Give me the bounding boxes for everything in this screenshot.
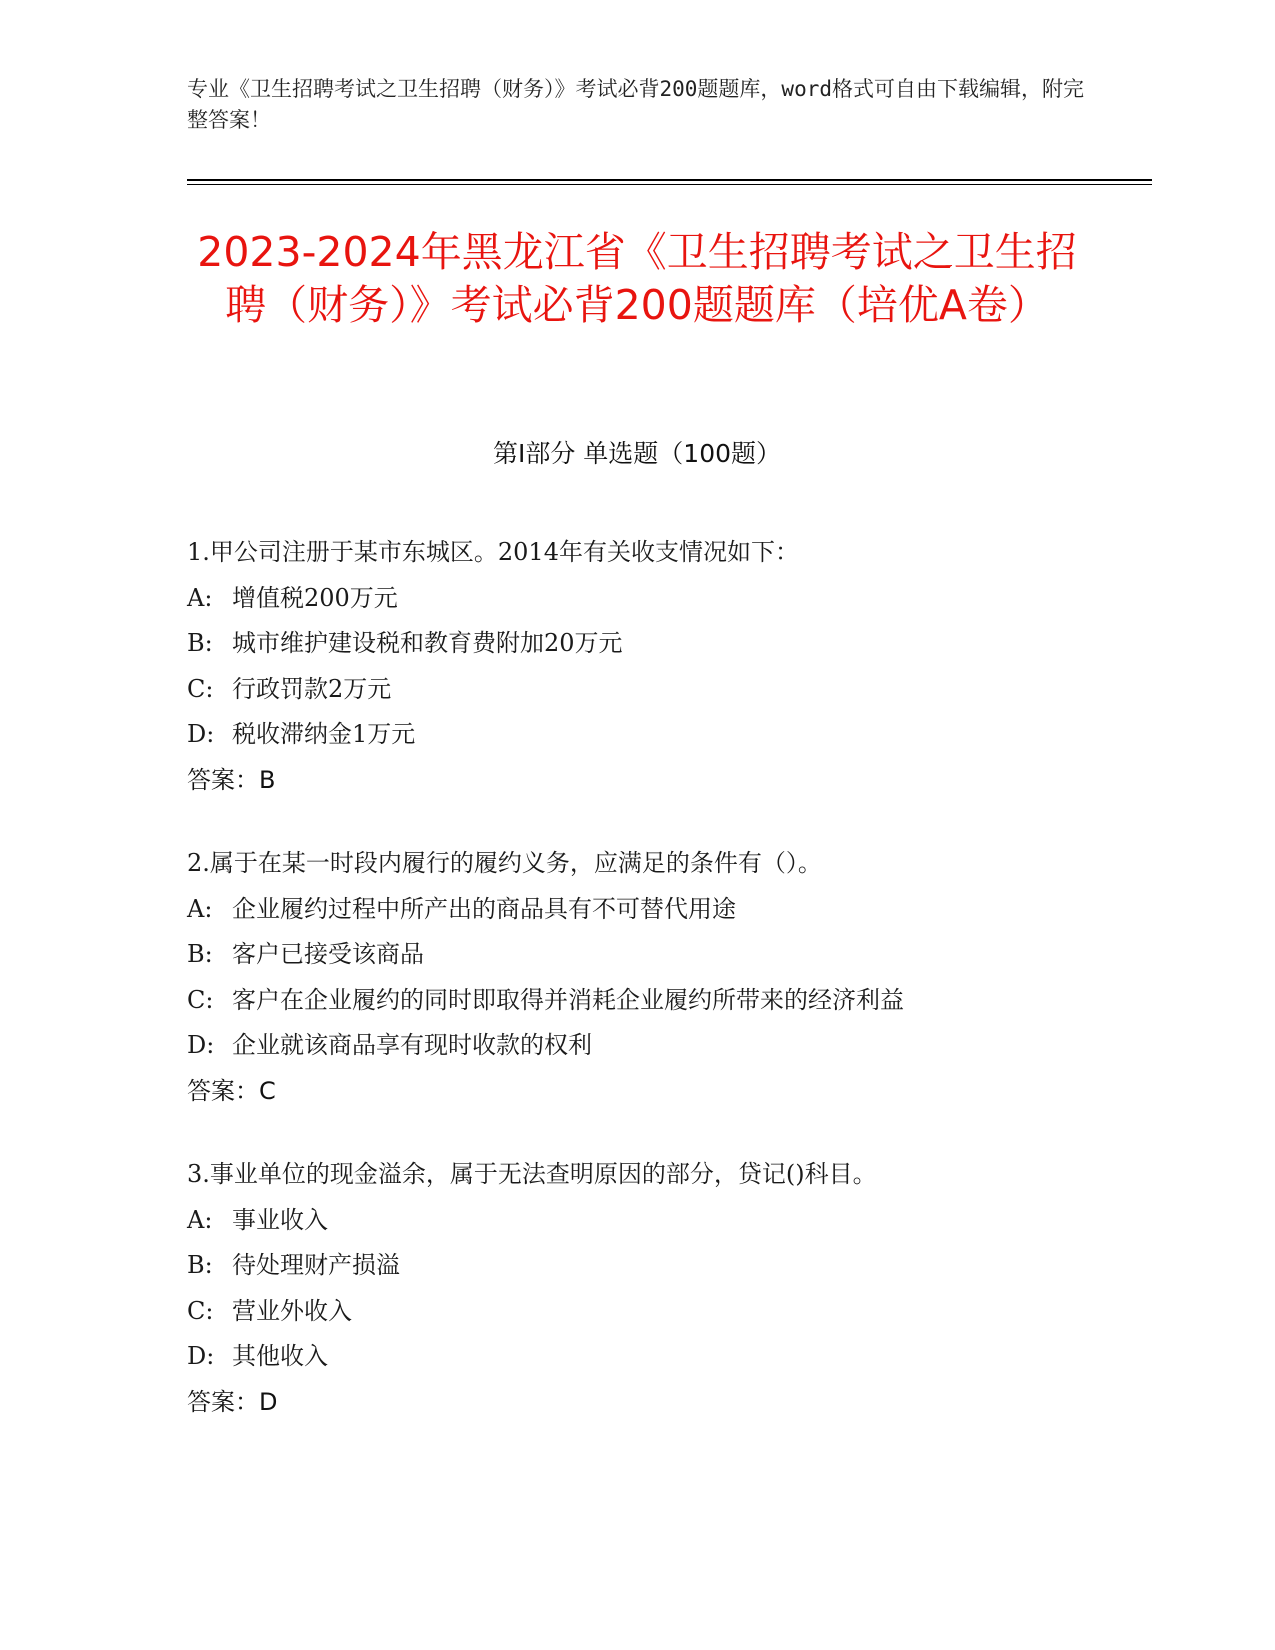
answer-line: 答案：D bbox=[187, 1387, 278, 1416]
option-text: 客户在企业履约的同时即取得并消耗企业履约所带来的经济利益 bbox=[232, 985, 904, 1014]
option-text: 企业就该商品享有现时收款的权利 bbox=[232, 1031, 592, 1059]
option-text: 事业收入 bbox=[232, 1205, 328, 1234]
option-b bbox=[187, 621, 1087, 667]
question-2 bbox=[187, 841, 1087, 1114]
option-letter: B: bbox=[187, 940, 213, 968]
option-letter: C: bbox=[187, 674, 214, 703]
option-letter: B: bbox=[187, 629, 213, 657]
option-d bbox=[187, 1334, 1087, 1380]
option-d bbox=[187, 1023, 1087, 1069]
option-d bbox=[187, 712, 1087, 758]
option-a bbox=[187, 887, 1087, 933]
option-text: 增值税200万元 bbox=[232, 583, 398, 612]
option-letter: D: bbox=[187, 1342, 215, 1370]
option-a bbox=[187, 1198, 1087, 1244]
header-rule-thick bbox=[187, 179, 1152, 181]
option-text: 城市维护建设税和教育费附加20万元 bbox=[232, 629, 623, 657]
option-text: 客户已接受该商品 bbox=[232, 940, 424, 968]
option-a bbox=[187, 576, 1087, 622]
answer-line: 答案：B bbox=[187, 765, 276, 794]
option-c bbox=[187, 1289, 1087, 1335]
section-title: 第Ⅰ部分 单选题（100题） bbox=[492, 439, 782, 468]
option-text: 企业履约过程中所产出的商品具有不可替代用途 bbox=[232, 894, 736, 923]
option-letter: C: bbox=[187, 1296, 214, 1325]
answer-line: 答案：C bbox=[187, 1076, 276, 1105]
option-letter: C: bbox=[187, 985, 214, 1014]
option-text: 行政罚款2万元 bbox=[232, 674, 392, 703]
option-text: 其他收入 bbox=[232, 1342, 328, 1370]
option-letter: D: bbox=[187, 1031, 215, 1059]
question-stem: 1.甲公司注册于某市东城区。2014年有关收支情况如下： bbox=[187, 538, 799, 566]
question-list bbox=[187, 530, 1087, 1463]
document-title: 2023-2024年黑龙江省《卫生招聘考试之卫生招聘（财务）》考试必背200题题库（培优A卷） bbox=[197, 228, 1077, 329]
question-1 bbox=[187, 530, 1087, 803]
option-b bbox=[187, 1243, 1087, 1289]
option-c bbox=[187, 667, 1087, 713]
option-letter: D: bbox=[187, 720, 215, 748]
question-stem: 2.属于在某一时段内履行的履约义务，应满足的条件有（）。 bbox=[187, 849, 822, 877]
option-letter: B: bbox=[187, 1251, 213, 1279]
option-b bbox=[187, 932, 1087, 978]
question-stem: 3.事业单位的现金溢余，属于无法查明原因的部分，贷记()科目。 bbox=[187, 1160, 877, 1188]
option-letter: A: bbox=[187, 1205, 213, 1234]
option-text: 营业外收入 bbox=[232, 1296, 352, 1325]
option-c bbox=[187, 978, 1087, 1024]
question-3 bbox=[187, 1152, 1087, 1425]
header-rule-thin bbox=[187, 184, 1152, 185]
option-letter: A: bbox=[187, 894, 213, 923]
header-note: 专业《卫生招聘考试之卫生招聘（财务）》考试必背200题题库，word格式可自由下载编辑，附完整答案！ bbox=[187, 77, 1084, 132]
option-text: 税收滞纳金1万元 bbox=[232, 720, 416, 748]
option-text: 待处理财产损溢 bbox=[232, 1251, 400, 1279]
option-letter: A: bbox=[187, 583, 213, 612]
